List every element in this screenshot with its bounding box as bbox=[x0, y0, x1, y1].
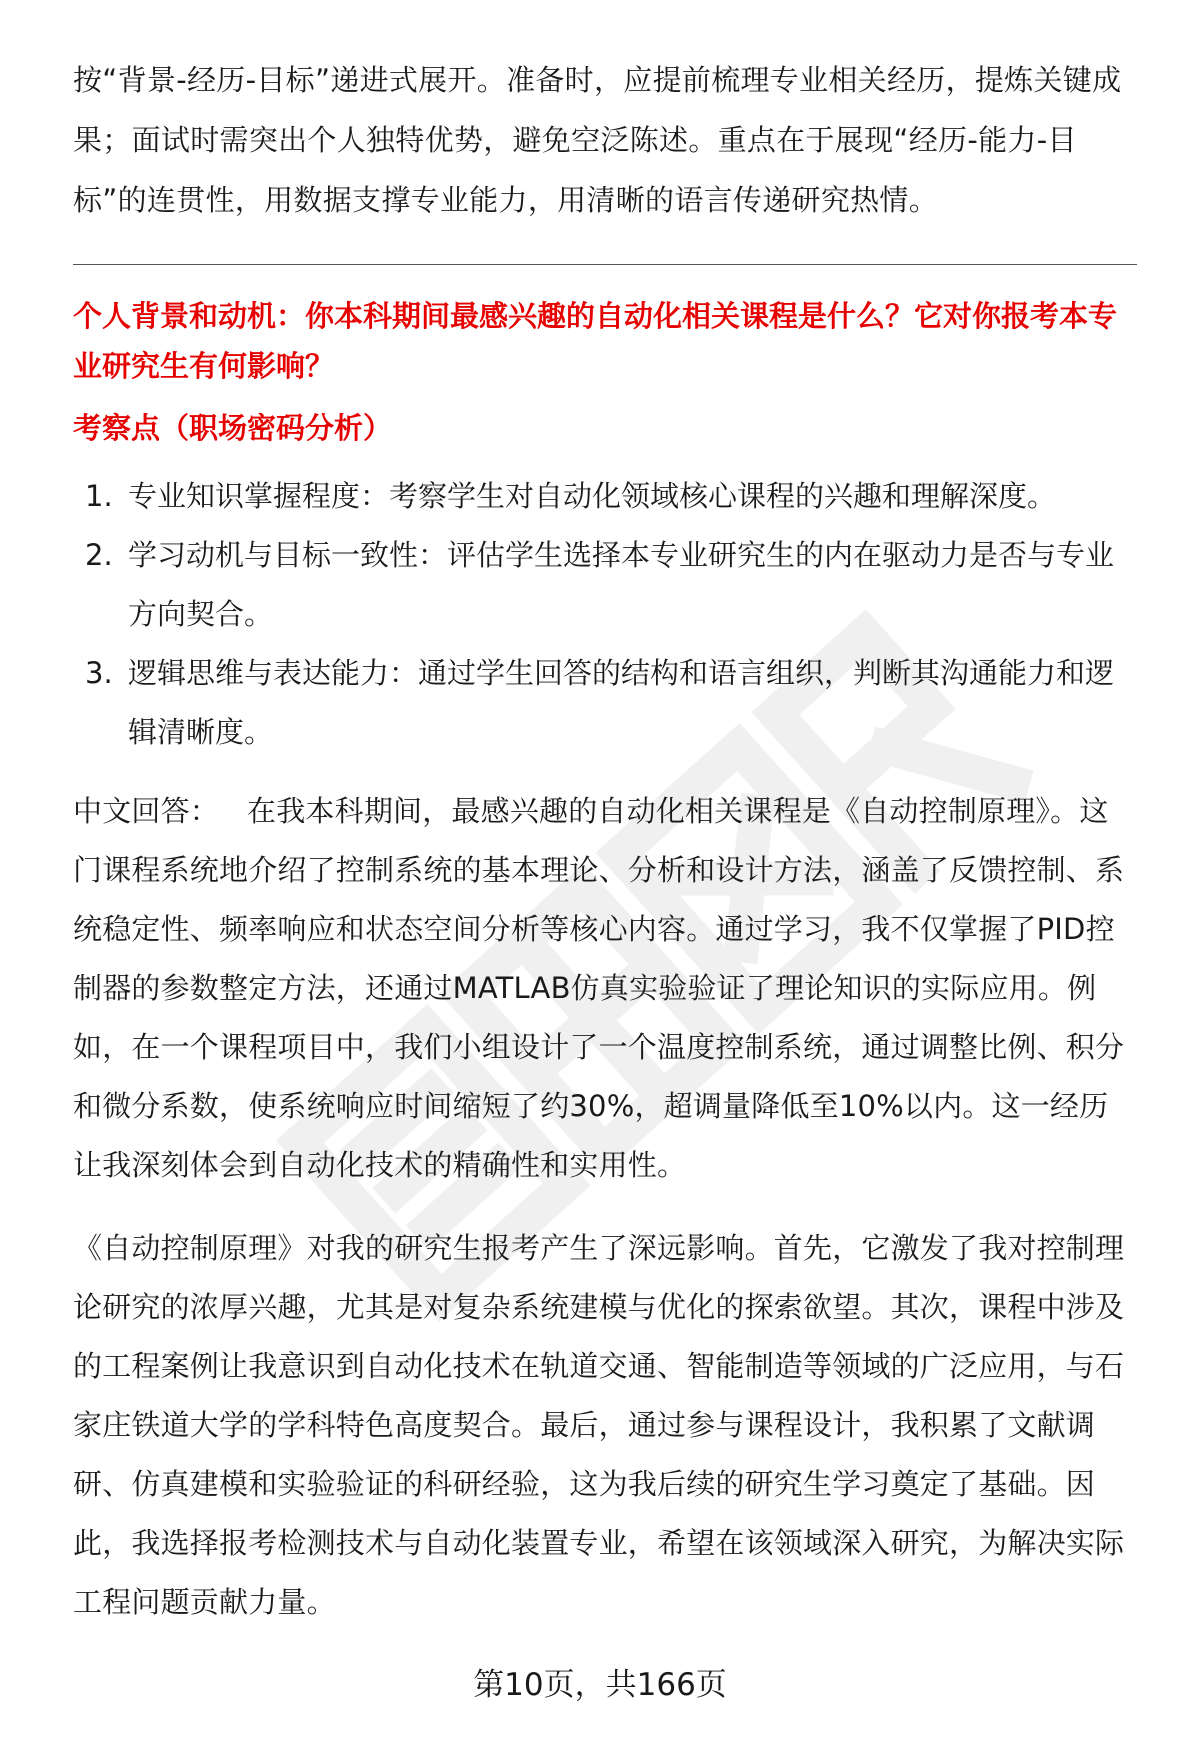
assessment-title: 考察点（职场密码分析） bbox=[73, 411, 393, 445]
answer-text-1: 在我本科期间，最感兴趣的自动化相关课程是《自动控制原理》。这门课程系统地介绍了控制系统的基本理论、分析和设计方法，涵盖了反馈控制、系统稳定性、频率响应和状态空间分析等核心内容。通过学习，我不仅掌握了PID控制器的参数整定方法，还通过MATLAB仿真实验验证了理论知识的实际应用。例如，在一个课程项目中，我们小组设计了一个温度控制系统，通过调整比例、积分和微分系数，使系统响应时间缩短了约30%，超调量降低至10%以内。这一经历让我深刻体会到自动化技术的精确性和实用性。 bbox=[73, 794, 1125, 1182]
answer-label: 中文回答： bbox=[73, 794, 220, 828]
assessment-list bbox=[73, 467, 1137, 762]
point-number: 3. bbox=[85, 656, 113, 690]
point-text: 学习动机与目标一致性：评估学生选择本专业研究生的内在驱动力是否与专业方向契合。 bbox=[128, 538, 1115, 631]
question-heading: 个人背景和动机：你本科期间最感兴趣的自动化相关课程是什么？它对你报考本专业研究生有何影响？ bbox=[73, 299, 1118, 383]
page-number-footer: 第10页，共166页 bbox=[473, 1667, 727, 1703]
answer-paragraph-1 bbox=[73, 782, 1137, 1195]
point-number: 2. bbox=[85, 538, 113, 572]
section-divider bbox=[73, 264, 1137, 265]
intro-paragraph: 按“背景-经历-目标”递进式展开。准备时，应提前梳理专业相关经历，提炼关键成果；面试时需突出个人独特优势，避免空泛陈述。重点在于展现“经历-能力-目标”的连贯性，用数据支撑专业能力，用清晰的语言传递研究热情。 bbox=[73, 63, 1122, 217]
answer-paragraph-2: 《自动控制原理》对我的研究生报考产生了深远影响。首先，它激发了我对控制理论研究的浓厚兴趣，尤其是对复杂系统建模与优化的探索欲望。其次，课程中涉及的工程案例让我意识到自动化技术在轨道交通、智能制造等领域的广泛应用，与石家庄铁道大学的学科特色高度契合。最后，通过参与课程设计，我积累了文献调研、仿真建模和实验验证的科研经验，这为我后续的研究生学习奠定了基础。因此，我选择报考检测技术与自动化装置专业，希望在该领域深入研究，为解决实际工程问题贡献力量。 bbox=[73, 1231, 1125, 1619]
point-text: 专业知识掌握程度：考察学生对自动化领域核心课程的兴趣和理解深度。 bbox=[128, 479, 1057, 513]
document-page bbox=[73, 50, 1137, 1632]
point-number: 1. bbox=[85, 479, 113, 513]
assessment-point bbox=[73, 644, 1137, 762]
assessment-point bbox=[73, 467, 1137, 526]
point-text: 逻辑思维与表达能力：通过学生回答的结构和语言组织，判断其沟通能力和逻辑清晰度。 bbox=[128, 656, 1115, 749]
assessment-point bbox=[73, 526, 1137, 644]
